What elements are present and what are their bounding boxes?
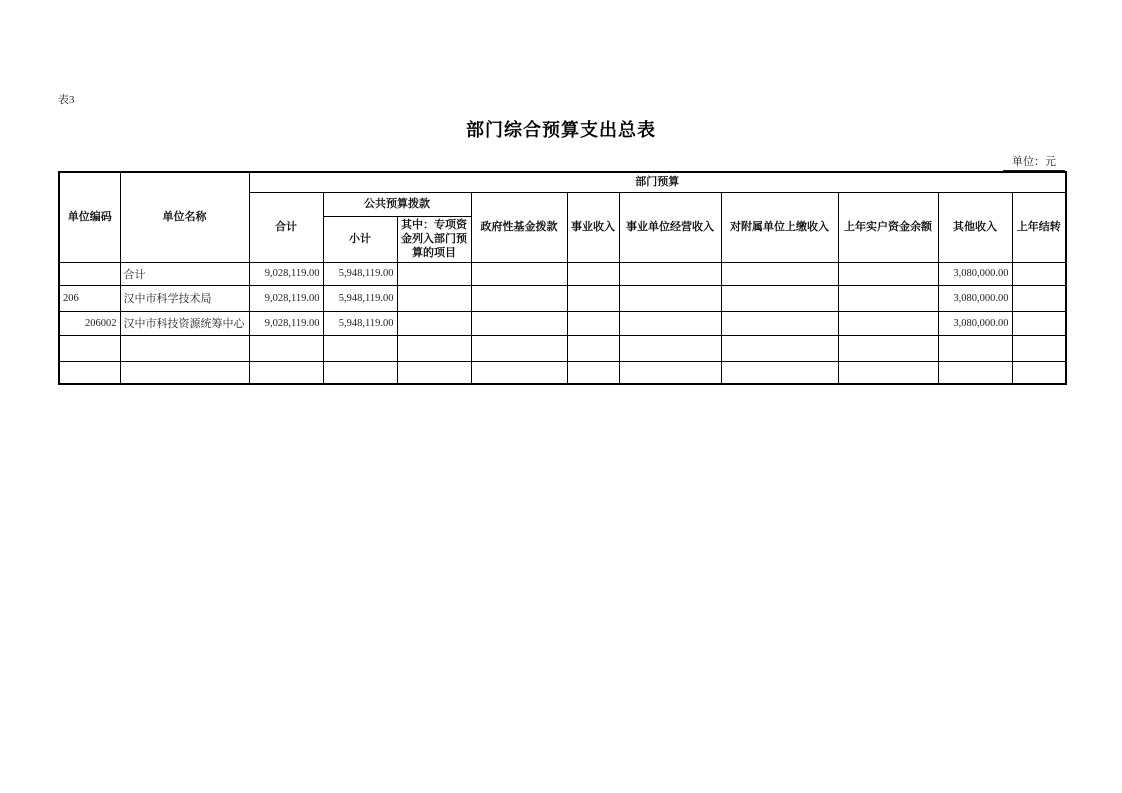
cell-carryover: [1012, 262, 1066, 285]
cell-unit-name: 汉中市科技资源统筹中心: [120, 311, 249, 335]
cell-operating-income: [619, 335, 721, 361]
cell-special-fund: [397, 335, 471, 361]
cell-unit-name: [120, 335, 249, 361]
col-header-total: 合计: [249, 192, 323, 262]
cell-subtotal: [323, 335, 397, 361]
budget-summary-table: [58, 171, 1067, 385]
cell-gov-fund: [471, 285, 567, 311]
cell-business-income: [567, 262, 619, 285]
header-row-1: [59, 172, 1066, 192]
cell-carryover: [1012, 361, 1066, 384]
cell-other-income: [938, 335, 1012, 361]
col-header-public-budget: 公共预算拨款: [323, 192, 471, 216]
cell-subtotal: 5,948,119.00: [323, 311, 397, 335]
col-header-unit-name: 单位名称: [120, 172, 249, 262]
cell-total: [249, 335, 323, 361]
cell-operating-income: [619, 262, 721, 285]
cell-unit-code: 206: [59, 285, 120, 311]
cell-operating-income: [619, 285, 721, 311]
cell-gov-fund: [471, 262, 567, 285]
col-header-other-income: 其他收入: [938, 192, 1012, 262]
cell-carryover: [1012, 311, 1066, 335]
cell-affiliated-income: [721, 262, 838, 285]
cell-operating-income: [619, 361, 721, 384]
cell-special-fund: [397, 311, 471, 335]
cell-unit-name: 汉中市科学技术局: [120, 285, 249, 311]
cell-business-income: [567, 311, 619, 335]
col-header-unit-code: 单位编码: [59, 172, 120, 262]
cell-last-year-balance: [838, 262, 938, 285]
cell-last-year-balance: [838, 311, 938, 335]
cell-affiliated-income: [721, 361, 838, 384]
cell-unit-name: [120, 361, 249, 384]
cell-affiliated-income: [721, 285, 838, 311]
col-header-affiliated-income: 对附属单位上缴收入: [721, 192, 838, 262]
cell-special-fund: [397, 285, 471, 311]
cell-total: 9,028,119.00: [249, 262, 323, 285]
cell-business-income: [567, 285, 619, 311]
cell-unit-code: [59, 262, 120, 285]
cell-affiliated-income: [721, 335, 838, 361]
cell-total: 9,028,119.00: [249, 311, 323, 335]
table-row-empty: [59, 335, 1066, 361]
col-header-operating-income: 事业单位经营收入: [619, 192, 721, 262]
cell-last-year-balance: [838, 361, 938, 384]
cell-other-income: 3,080,000.00: [938, 285, 1012, 311]
cell-total: 9,028,119.00: [249, 285, 323, 311]
table-row-center: [59, 311, 1066, 335]
col-header-last-year-balance: 上年实户资金余额: [838, 192, 938, 262]
cell-gov-fund: [471, 361, 567, 384]
unit-note: 单位：元: [1003, 153, 1065, 171]
cell-other-income: 3,080,000.00: [938, 311, 1012, 335]
cell-special-fund: [397, 361, 471, 384]
cell-last-year-balance: [838, 335, 938, 361]
cell-subtotal: [323, 361, 397, 384]
cell-unit-name: 合计: [120, 262, 249, 285]
col-header-dept-budget: 部门预算: [249, 172, 1066, 192]
cell-carryover: [1012, 285, 1066, 311]
table-row-bureau: [59, 285, 1066, 311]
cell-subtotal: 5,948,119.00: [323, 285, 397, 311]
col-header-carryover: 上年结转: [1012, 192, 1066, 262]
cell-other-income: [938, 361, 1012, 384]
col-header-subtotal: 小计: [323, 216, 397, 262]
cell-unit-code: 206002: [59, 311, 120, 335]
cell-business-income: [567, 361, 619, 384]
cell-gov-fund: [471, 335, 567, 361]
cell-total: [249, 361, 323, 384]
cell-affiliated-income: [721, 311, 838, 335]
cell-subtotal: 5,948,119.00: [323, 262, 397, 285]
cell-operating-income: [619, 311, 721, 335]
col-header-business-income: 事业收入: [567, 192, 619, 262]
cell-business-income: [567, 335, 619, 361]
col-header-special-fund: 其中：专项资金列入部门预算的项目: [397, 216, 471, 262]
cell-carryover: [1012, 335, 1066, 361]
cell-unit-code: [59, 361, 120, 384]
col-header-gov-fund: 政府性基金拨款: [471, 192, 567, 262]
table-row-total: [59, 262, 1066, 285]
cell-other-income: 3,080,000.00: [938, 262, 1012, 285]
table-row-empty: [59, 361, 1066, 384]
table-number-label: 表3: [58, 94, 75, 106]
cell-special-fund: [397, 262, 471, 285]
cell-unit-code: [59, 335, 120, 361]
cell-gov-fund: [471, 311, 567, 335]
page-title: 部门综合预算支出总表: [466, 120, 656, 140]
cell-last-year-balance: [838, 285, 938, 311]
